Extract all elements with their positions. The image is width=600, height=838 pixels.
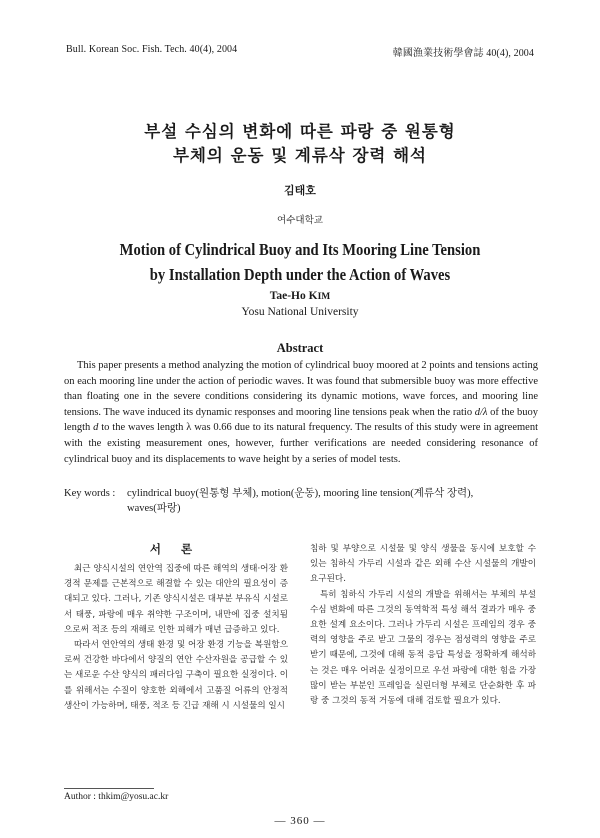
affiliation-korean: 여수대학교 bbox=[277, 215, 323, 226]
abstract-body bbox=[64, 358, 538, 467]
journal-header-en: Bull. Korean Soc. Fish. Tech. 40(4), 2004 bbox=[66, 44, 238, 55]
author-family-initial: K bbox=[308, 290, 318, 302]
journal-header-ko: 韓國漁業技術學會誌 40(4), 2004 bbox=[392, 48, 534, 59]
keywords bbox=[64, 487, 544, 516]
body-column-left bbox=[64, 562, 288, 714]
title-korean bbox=[0, 120, 600, 168]
author-family-rest: IM bbox=[317, 292, 331, 302]
title-korean-line2: 부체의 운동 및 계류삭 장력 해석 bbox=[173, 146, 427, 165]
body-column-right bbox=[310, 542, 536, 709]
abstract-heading: Abstract bbox=[276, 341, 324, 355]
abstract-text-c: to the waves length λ was 0.66 due to its natural frequency. The results of this study were in agreement with the existing measurement ones, however, further verifications are needed considering resonance of cylindrical buoy and its displacements to wave height by a series of model tests. bbox=[64, 422, 538, 465]
footnote-author-email: Author : thkim@yosu.ac.kr bbox=[64, 792, 169, 802]
keywords-line1: cylindrical buoy(원통형 부체), motion(운동), mooring line tension(계류삭 장력), bbox=[127, 488, 474, 499]
title-english-line2: by Installation Depth under the Action of Waves bbox=[149, 265, 451, 284]
author-given-name: Tae-Ho bbox=[269, 290, 309, 302]
section-heading-introduction: 서 론 bbox=[149, 542, 201, 556]
keywords-label: Key words : bbox=[64, 488, 116, 499]
page-number: — 360 — bbox=[274, 815, 326, 827]
footnote-divider bbox=[64, 788, 154, 789]
title-korean-line1: 부설 수심의 변화에 따른 파랑 중 원통형 bbox=[144, 122, 456, 141]
author-english bbox=[0, 290, 600, 302]
abstract-d-variable: d bbox=[93, 422, 99, 434]
affiliation-english: Yosu National University bbox=[241, 306, 359, 318]
paragraph: 따라서 연안역의 생태 환경 및 어장 환경 기능을 복원함으로써 건강한 바다에서 양질의 연안 수산자원을 공급할 수 있는 새로운 수산 양식의 패러다임 구축이 필요한 실정이다. 이를 위해서는 수질이 양호한 외해에서 고품질 어류의 안정적 생산이 가능하며, 태풍, 적조 등 긴급 재해 시 시설물의 일시 bbox=[64, 640, 288, 711]
paragraph: 특히 침하식 가두리 시설의 개발을 위해서는 부체의 부설 수심 변화에 따른 그것의 동역학적 특성 해석 결과가 매우 중요한 설계 요소이다. 그러나 가두리 시설은 프레임의 경우 중력의 영향을 주로 받고 그물의 경우는 점성력의 영향을 주로 받기 때문에, 그것에 대해 동적 응답 특성을 정확하게 해석하는 것은 매우 어려운 실정이므로 우선 파랑에 대한 힘을 가장 많이 받는 부분인 프레임을 실린더형 부체로 단순화한 후 파랑 중 그것의 동적 거동에 대해 검토할 필요가 있다. bbox=[310, 589, 536, 707]
paragraph: 침하 및 부양으로 시설물 및 양식 생물을 동시에 보호할 수 있는 침하식 가두리 시설과 같은 외해 수산 시설물의 개발이 요구된다. bbox=[310, 544, 536, 585]
abstract-text-a: This paper presents a method analyzing the motion of cylindrical buoy moored at 2 points and tensions acting on each mooring line under the action of periodic waves. It was found that submersible buoy was more effective than floating one in the severe conditions considering its dynamic motions, wave forces, and mooring line tensions. The wave induced its dynamic responses and mooring line tensions peak when the ratio bbox=[64, 360, 539, 418]
keywords-line2: waves(파랑) bbox=[127, 502, 181, 514]
abstract-ratio: d/λ bbox=[474, 406, 488, 418]
author-korean: 김태호 bbox=[284, 184, 316, 197]
abstract-text-b: of the buoy length bbox=[64, 406, 538, 434]
paragraph: 최근 양식시설의 연안역 집중에 따른 해역의 생태·어장 환경적 문제를 근본적으로 해결할 수 있는 대안의 필요성이 증대되고 있다. 그러나, 기존 양식시설은 대부분 부유식 시설로서 태풍, 파랑에 매우 취약한 구조이며, 내만에 집중 설치됨으로써 적조 등의 재해로 인한 피해가 매년 급증하고 있다. bbox=[64, 564, 288, 635]
title-english-line1: Motion of Cylindrical Buoy and Its Mooring Line Tension bbox=[119, 240, 481, 259]
title-english bbox=[42, 237, 558, 287]
